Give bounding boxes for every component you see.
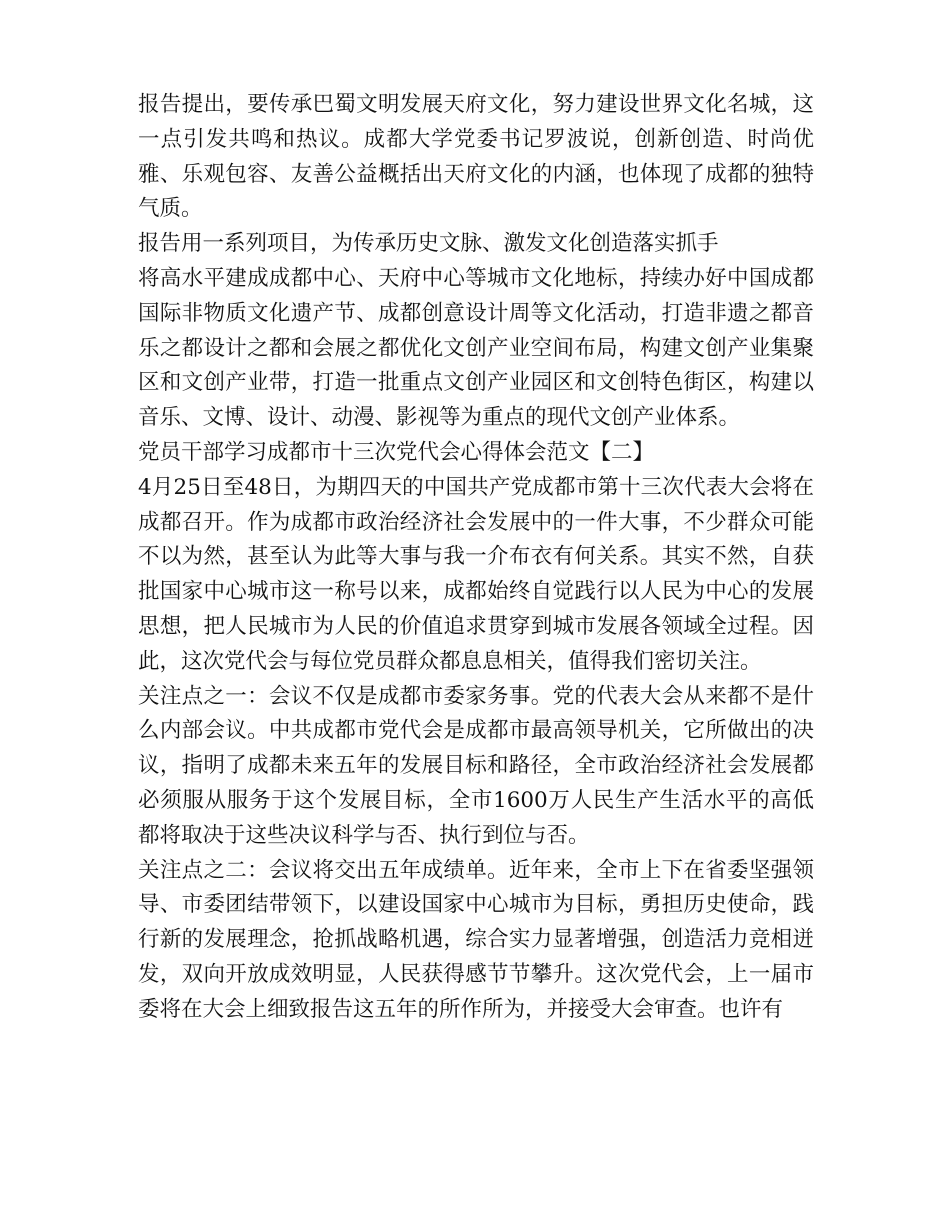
paragraph-tianfu-culture: 报告提出，要传承巴蜀文明发展天府文化，努力建设世界文化名城，这一点引发共鸣和热议。成都大学党委书记罗波说，创新创造、时尚优雅、乐观包容、友善公益概括出天府文化的内涵，也体现了成都的独特气质。: [138, 92, 814, 222]
section-heading: 党员干部学习成都市十三次党代会心得体会范文【二】: [138, 439, 655, 465]
paragraph-focus-point-two: 关注点之二：会议将交出五年成绩单。近年来，全市上下在省委坚强领导、市委团结带领下，以建设国家中心城市为目标，勇担历史使命，践行新的发展理念，抢抓战略机遇，综合实力显著增强，创造活力竞相迸发，双向开放成效明显，人民获得感节节攀升。这次党代会，上一届市委将在大会上细致报告这五年的所作所为，并接受大会审查。也许有: [138, 857, 814, 1022]
paragraph-cultural-landmarks: 将高水平建成成都中心、天府中心等城市文化地标，持续办好中国成都国际非物质文化遗产节、成都创意设计周等文化活动，打造非遗之都音乐之都设计之都和会展之都优化文创产业空间布局，构建文创产业集聚区和文创产业带，打造一批重点文创产业园区和文创特色街区，构建以音乐、文博、设计、动漫、影视等为重点的现代文创产业体系。: [138, 265, 814, 431]
paragraph-focus-point-one: 关注点之一：会议不仅是成都市委家务事。党的代表大会从来都不是什么内部会议。中共成都市党代会是成都市最高领导机关，它所做出的决议，指明了成都未来五年的发展目标和路径，全市政治经济社会发展都必须服从服务于这个发展目标，全市1600万人民生产生活水平的高低都将取决于这些决议科学与否、执行到位与否。: [138, 683, 814, 848]
paragraph-report-projects: 报告用一系列项目，为传承历史文脉、激发文化创造落实抓手: [138, 231, 719, 257]
document-body: [138, 88, 814, 1028]
paragraph-congress-intro: 4月25日至48日，为期四天的中国共产党成都市第十三次代表大会将在成都召开。作为成都市政治经济社会发展中的一件大事，不少群众可能不以为然，甚至认为此等大事与我一介布衣有何关系。其实不然，自获批国家中心城市这一称号以来，成都始终自觉践行以人民为中心的发展思想，把人民城市为人民的价值追求贯穿到城市发展各领域全过程。因此，这次党代会与每位党员群众都息息相关，值得我们密切关注。: [138, 474, 814, 674]
